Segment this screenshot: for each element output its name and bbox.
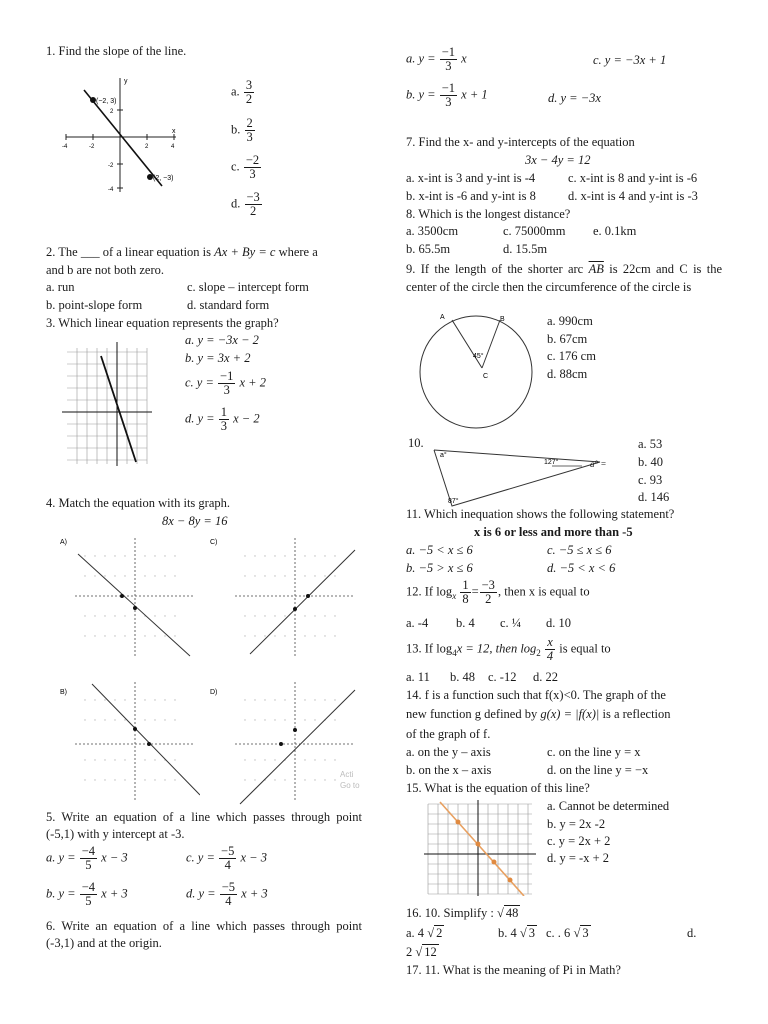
q6-option-a[interactable]: a. y = $\frac{-1}{3}$ x — [406, 45, 467, 74]
q14-option-d[interactable]: d. on the line y = −x — [547, 763, 649, 777]
q4-text: 4. Match the equation with its graph. — [46, 496, 230, 510]
q3-text: 3. Which linear equation represents the graph? — [46, 316, 279, 330]
q9-text: 9. If the length of the shorter arc $\overline{AB}$ is 22cm and C is the center of the circle then the circumference of the circle is — [406, 262, 723, 294]
q12-option-d[interactable]: d. 10 — [546, 616, 571, 630]
q9-angle-label: 45° — [473, 353, 484, 360]
q1-option-b[interactable]: b. $\frac{2}{3}$ — [231, 116, 253, 145]
q4-label-d: D) — [210, 689, 218, 696]
q10-option-b[interactable]: b. 40 — [638, 455, 663, 469]
q1-point1: (−2, 3) — [96, 98, 117, 105]
q10-triangle-diagram — [432, 440, 607, 510]
q10-angle-87: 87° — [448, 498, 459, 505]
q9-option-c[interactable]: c. 176 cm — [547, 349, 596, 363]
q4-graph-b[interactable] — [60, 680, 200, 805]
q4-label-a: A) — [60, 539, 67, 546]
q9-option-a[interactable]: a. 990cm — [547, 314, 593, 328]
q3-option-c[interactable]: c. y = $\frac{-1}{3}$ x + 2 — [185, 369, 266, 398]
q3-option-b[interactable]: b. y = 3x + 2 — [185, 351, 251, 365]
q2-text-line2: and b are not both zero. — [46, 263, 165, 277]
q10-option-a[interactable]: a. 53 — [638, 437, 663, 451]
q1-option-a[interactable]: a. $\frac{3}{2}$ — [231, 78, 253, 107]
q2-option-d[interactable]: d. standard form — [187, 298, 270, 312]
q14-text-line1: 14. f is a function such that f(x)<0. The graph of the — [406, 688, 666, 702]
svg-text:-4: -4 — [108, 187, 114, 193]
q13-option-a[interactable]: a. 11 — [406, 670, 430, 684]
q10-option-c[interactable]: c. 93 — [638, 473, 663, 487]
q11-option-b[interactable]: b. −5 > x ≤ 6 — [406, 561, 473, 575]
svg-text:y: y — [124, 78, 128, 85]
q2-equation: Ax + By = c — [214, 245, 276, 259]
q7-text: 7. Find the x- and y-intercepts of the equation — [406, 135, 635, 149]
q13-option-d[interactable]: d. 22 — [533, 670, 558, 684]
q10-option-d[interactable]: d. 146 — [638, 490, 670, 504]
q9-point-c: C — [483, 373, 489, 380]
q12-option-a[interactable]: a. -4 — [406, 616, 429, 630]
q9-circle-diagram — [416, 310, 538, 430]
q2-option-c[interactable]: c. slope – intercept form — [187, 280, 309, 294]
svg-text:-4: -4 — [62, 144, 68, 150]
q5-option-b[interactable]: b. y = $\frac{-4}{5}$ x + 3 — [46, 880, 128, 909]
q8-option-d[interactable]: d. 15.5m — [503, 242, 548, 256]
q8-option-a[interactable]: a. 3500cm — [406, 224, 459, 238]
q11-text: 11. Which inequation shows the following statement? — [406, 507, 675, 521]
q7-equation: 3x − 4y = 12 — [525, 153, 591, 167]
q4-graph-a[interactable] — [60, 536, 200, 661]
q6-option-b[interactable]: b. y = $\frac{-1}{3}$ x + 1 — [406, 81, 488, 110]
q14-text-line2: new function g defined by g(x) = |f(x)| is a reflection — [406, 707, 671, 721]
q17-text: 17. 11. What is the meaning of Pi in Math? — [406, 963, 621, 977]
q2-option-b[interactable]: b. point-slope form — [46, 298, 143, 312]
q12-option-b[interactable]: b. 4 — [456, 616, 475, 630]
q15-text: 15. What is the equation of this line? — [406, 781, 590, 795]
q11-option-a[interactable]: a. −5 < x ≤ 6 — [406, 543, 473, 557]
q16-option-a[interactable]: a. 4 √ 2 — [406, 926, 443, 940]
q3-graph — [62, 340, 152, 468]
q14-text-line3: of the graph of f. — [406, 727, 491, 741]
q16-option-d[interactable]: 2 √ 12 — [406, 945, 437, 959]
q4-label-c: C) — [210, 539, 218, 546]
q15-option-d[interactable]: d. y = -x + 2 — [547, 851, 610, 865]
q6-text: 6. Write an equation of a line which passes through point (-3,1) and at the origin. — [46, 919, 362, 950]
q5-option-d[interactable]: d. y = $\frac{-5}{4}$ x + 3 — [186, 880, 268, 909]
q4-graph-c[interactable] — [210, 536, 360, 661]
q6-option-c[interactable]: c. y = −3x + 1 — [593, 53, 667, 67]
q8-option-e[interactable]: e. 0.1km — [593, 224, 637, 238]
q7-option-d[interactable]: d. x-int is 4 and y-int is -3 — [568, 189, 698, 203]
q9-arc-label: $\overline{AB}$ — [588, 262, 604, 276]
q14-option-b[interactable]: b. on the x – axis — [406, 763, 492, 777]
q1-text: 1. Find the slope of the line. — [46, 44, 187, 58]
q1-graph — [62, 76, 180, 196]
q15-graph — [424, 800, 536, 896]
q8-option-c[interactable]: c. 75000mm — [503, 224, 566, 238]
q13-option-c[interactable]: c. -12 — [488, 670, 517, 684]
q9-option-b[interactable]: b. 67cm — [547, 332, 588, 346]
q15-option-a[interactable]: a. Cannot be determined — [547, 799, 670, 813]
q10-number: 10. — [408, 436, 424, 450]
q10-equation: a° = — [590, 459, 607, 469]
activation-watermark-1: Acti — [340, 770, 354, 779]
q11-option-c[interactable]: c. −5 ≤ x ≤ 6 — [547, 543, 612, 557]
q15-option-b[interactable]: b. y = 2x -2 — [547, 817, 606, 831]
svg-text:-2: -2 — [89, 144, 95, 150]
svg-text:x: x — [172, 128, 176, 135]
q16-option-b[interactable]: b. 4 √ 3 — [498, 926, 535, 940]
q14-option-a[interactable]: a. on the y – axis — [406, 745, 491, 759]
q6-option-d[interactable]: d. y = −3x — [548, 91, 601, 105]
q3-option-a[interactable]: a. y = −3x − 2 — [185, 333, 259, 347]
q5-text: 5. Write an equation of a line which passes through point (-5,1) with y intercept at -3. — [46, 810, 362, 841]
svg-text:2: 2 — [110, 109, 114, 115]
q12-text: 12. If $\log_x$ $\frac{1}{8}$ = $\frac{-3}{2}$ , then x is equal to — [406, 578, 590, 607]
q9-point-b: B — [500, 316, 505, 323]
q9-point-a: A — [440, 314, 445, 321]
q2-text-line1: 2. The ___ of a linear equation is Ax + By = c where a — [46, 245, 318, 259]
q8-option-b[interactable]: b. 65.5m — [406, 242, 451, 256]
q7-option-b[interactable]: b. x-int is -6 and y-int is 8 — [406, 189, 536, 203]
q11-option-d[interactable]: d. −5 < x < 6 — [547, 561, 616, 575]
q4-graph-d[interactable] — [210, 680, 360, 805]
q4-label-b: B) — [60, 689, 67, 696]
svg-text:2: 2 — [145, 144, 149, 150]
q7-option-a[interactable]: a. x-int is 3 and y-int is -4 — [406, 171, 536, 185]
q4-equation: 8x − 8y = 16 — [162, 514, 228, 528]
q10-angle-a: a° — [440, 452, 447, 459]
q15-option-c[interactable]: c. y = 2x + 2 — [547, 834, 611, 848]
q11-statement: x is 6 or less and more than -5 — [474, 525, 633, 539]
q1-option-c[interactable]: c. $\frac{-2}{3}$ — [231, 153, 260, 182]
q13-option-b[interactable]: b. 48 — [450, 670, 475, 684]
q5-option-a[interactable]: a. y = $\frac{-4}{5}$ x − 3 — [46, 844, 128, 873]
q10-angle-127: 127° — [544, 459, 559, 466]
q1-option-d[interactable]: d. $\frac{-3}{2}$ — [231, 190, 260, 219]
q14-equation: g(x) = |f(x)| — [540, 707, 600, 721]
q1-point2: (2, −3) — [153, 175, 174, 182]
q16-option-c[interactable]: c. . 6 √ 3 — [546, 926, 589, 940]
svg-text:4: 4 — [171, 144, 175, 150]
q16-option-d-label[interactable]: d. — [687, 926, 697, 940]
q14-option-c[interactable]: c. on the line y = x — [547, 745, 641, 759]
q16-text: 16. 10. Simplify : √ 48 — [406, 906, 519, 920]
q9-option-d[interactable]: d. 88cm — [547, 367, 588, 381]
q7-option-c[interactable]: c. x-int is 8 and y-int is -6 — [568, 171, 698, 185]
q2-option-a[interactable]: a. run — [46, 280, 75, 294]
activation-watermark-2: Go to — [340, 781, 360, 790]
q5-option-c[interactable]: c. y = $\frac{-5}{4}$ x − 3 — [186, 844, 267, 873]
svg-text:-2: -2 — [108, 163, 114, 169]
q3-option-d[interactable]: d. y = $\frac{1}{3}$ x − 2 — [185, 405, 260, 434]
q8-text: 8. Which is the longest distance? — [406, 207, 571, 221]
q13-text: 13. If $\log_4x = 12$, then $\log_2$ $\frac{x}{4}$ is equal to — [406, 635, 611, 664]
q12-option-c[interactable]: c. ¼ — [500, 616, 522, 630]
